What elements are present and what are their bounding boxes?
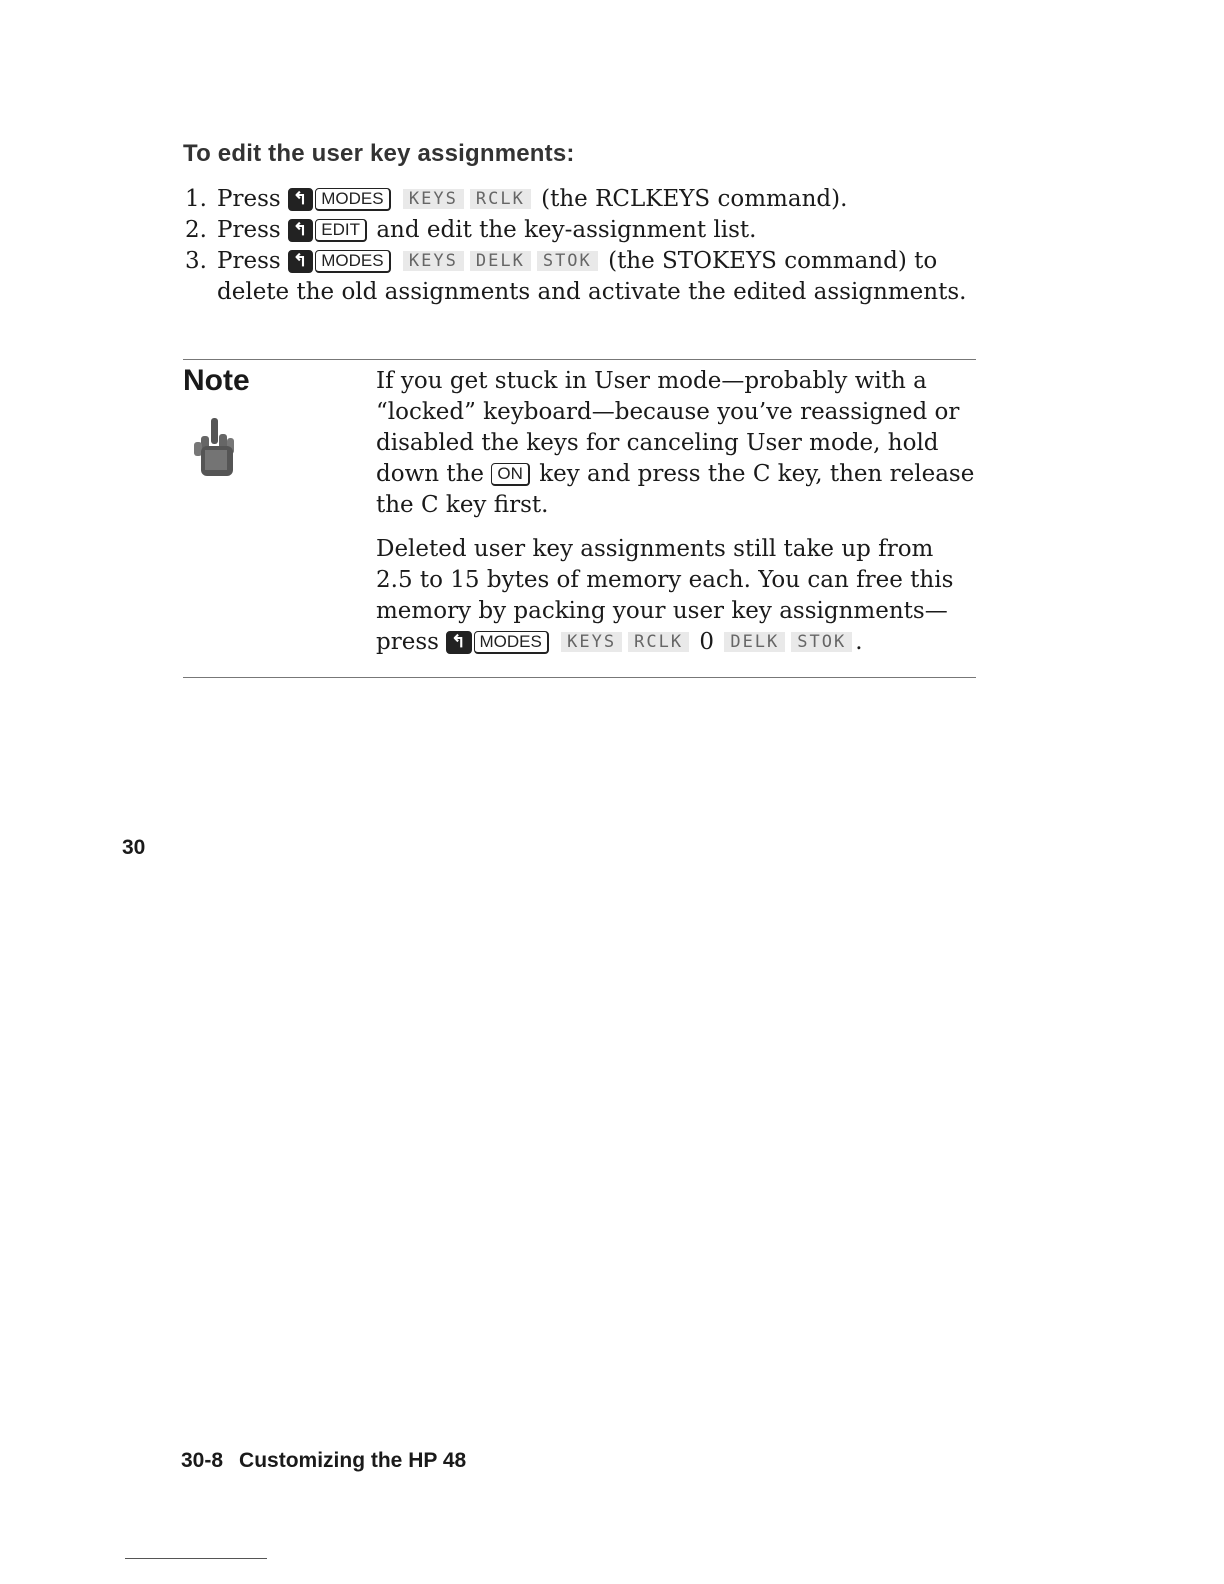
step-list — [185, 184, 985, 308]
menu-rclk: RCLK — [628, 632, 689, 652]
menu-keys: KEYS — [403, 189, 464, 209]
menu-delk: DELK — [724, 632, 785, 652]
step-2 — [185, 215, 985, 246]
menu-stok: STOK — [537, 251, 598, 271]
modes-key: MODES — [315, 250, 390, 273]
page-footer — [181, 1449, 466, 1473]
left-shift-key: ↰ — [288, 188, 313, 211]
left-shift-key: ↰ — [288, 219, 313, 242]
note-text: key and press the C key, then release the C key first. — [376, 461, 975, 518]
step-text: and edit the key-assignment list. — [376, 217, 757, 243]
step-lead: Press — [217, 217, 281, 243]
step-number: 3. — [185, 248, 207, 274]
step-text: (the STOKEYS command) to delete the old assignments and activate the edited assignments. — [217, 248, 967, 305]
bottom-rule — [125, 1558, 267, 1559]
step-number: 2. — [185, 217, 207, 243]
note-text: If you get stuck in User mode—probably with a “locked” keyboard—because you’ve reassigned or disabled the keys for canceling User mode, hold down the — [376, 368, 960, 487]
modes-key: MODES — [315, 188, 390, 211]
on-key: ON — [491, 463, 530, 486]
sentence-end: . — [855, 629, 863, 655]
modes-key: MODES — [474, 631, 549, 654]
note-top-rule — [183, 359, 976, 360]
step-text: (the RCLKEYS command). — [541, 186, 848, 212]
menu-stok: STOK — [791, 632, 852, 652]
step-lead: Press — [217, 248, 281, 274]
zero-digit: 0 — [699, 629, 715, 655]
note-body — [376, 366, 976, 671]
step-number: 1. — [185, 186, 207, 212]
note-bottom-rule — [183, 677, 976, 678]
chapter-tab: 30 — [122, 836, 146, 859]
page-number: 30-8 — [181, 1449, 224, 1472]
menu-rclk: RCLK — [470, 189, 531, 209]
step-3 — [185, 246, 985, 308]
note-paragraph-1 — [376, 366, 976, 521]
pointing-hand-icon — [193, 416, 239, 488]
step-lead: Press — [217, 186, 281, 212]
left-shift-key: ↰ — [288, 250, 313, 273]
step-1 — [185, 184, 985, 215]
section-heading: To edit the user key assignments: — [183, 140, 575, 167]
left-shift-key: ↰ — [446, 631, 471, 654]
note-text: Deleted user key assignments still take up from 2.5 to 15 bytes of memory each. You can free this memory by packing your user key assignments—press — [376, 536, 954, 655]
note-paragraph-2 — [376, 534, 976, 658]
menu-keys: KEYS — [561, 632, 622, 652]
edit-key: EDIT — [315, 219, 367, 242]
menu-delk: DELK — [470, 251, 531, 271]
note-label: Note — [183, 364, 250, 397]
chapter-title: Customizing the HP 48 — [239, 1449, 467, 1472]
menu-keys: KEYS — [403, 251, 464, 271]
